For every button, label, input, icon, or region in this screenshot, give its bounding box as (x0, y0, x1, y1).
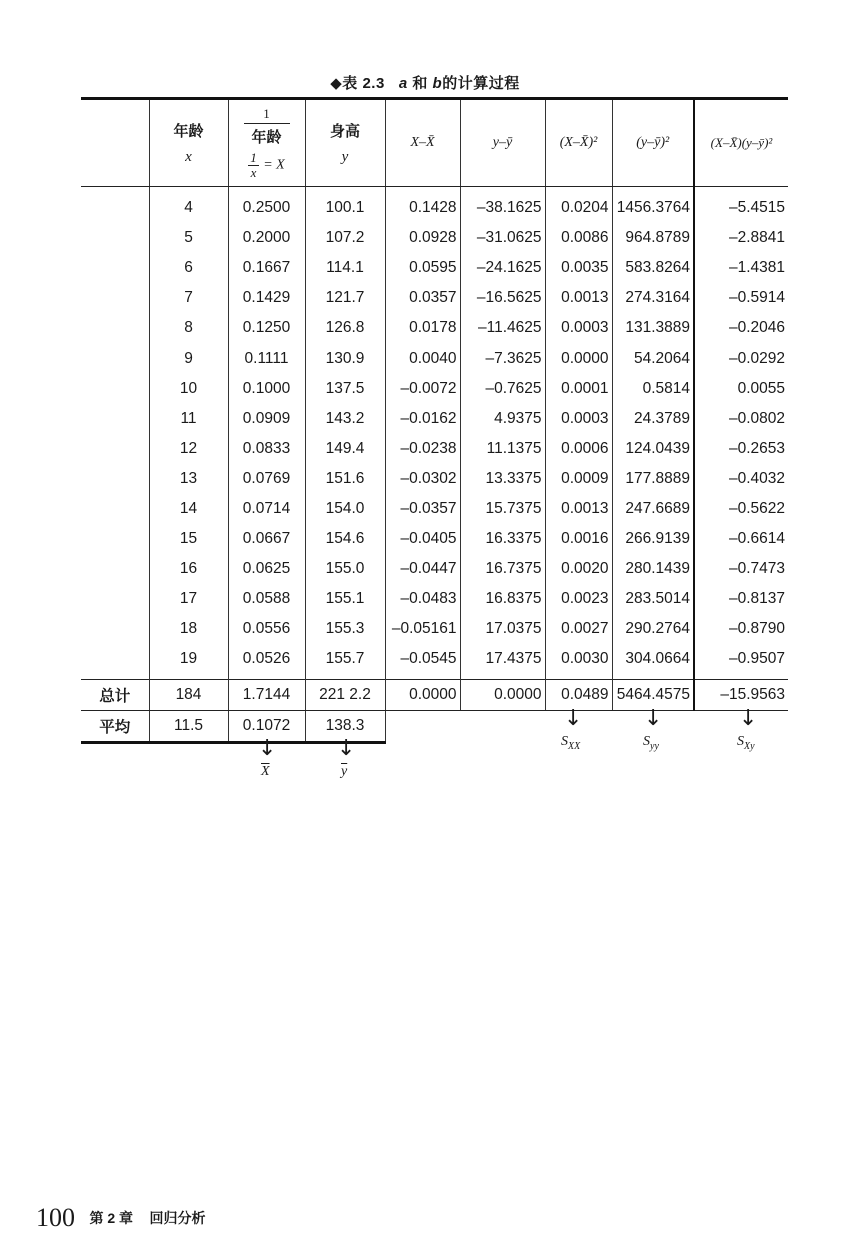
table-cell: 0.2500 (228, 187, 305, 224)
table-cell: 151.6 (305, 464, 385, 494)
header-inverse-age: 1 年龄 $\frac{1}{x}$ = X (228, 99, 305, 187)
table-cell: 137.5 (305, 374, 385, 404)
table-row (81, 644, 788, 679)
table-cell: 0.0035 (545, 253, 612, 283)
table-cell: 13.3375 (460, 464, 545, 494)
table-cell: 0.0928 (385, 223, 460, 253)
table-cell: 16.7375 (460, 554, 545, 584)
table-cell: 130.9 (305, 343, 385, 373)
average-blank (385, 706, 788, 742)
row-blank (81, 253, 149, 283)
table-cell: 154.0 (305, 494, 385, 524)
table-cell: –0.0292 (694, 343, 788, 373)
header-dev-y: y–ȳ (460, 99, 545, 187)
syy-arrow: ↓ (644, 706, 663, 731)
table-cell: 0.0040 (385, 343, 460, 373)
total-cell: –15.9563 (694, 679, 788, 710)
table-cell: 0.0055 (694, 374, 788, 404)
total-cell: 0.0000 (460, 679, 545, 710)
table-cell: 155.7 (305, 644, 385, 679)
total-cell: 221 2.2 (305, 679, 385, 710)
row-blank (81, 524, 149, 554)
header-blank (81, 99, 149, 187)
table-cell: 304.0664 (612, 644, 694, 679)
table-row (81, 313, 788, 343)
table-row (81, 187, 788, 224)
x-bar-symbol: $\overline{X}$ (261, 764, 270, 779)
table-cell: –11.4625 (460, 313, 545, 343)
table-cell: 18 (149, 614, 228, 644)
table-cell: –0.0238 (385, 434, 460, 464)
table-cell: 177.8889 (612, 464, 694, 494)
table-row (81, 614, 788, 644)
row-blank (81, 283, 149, 313)
table-cell: 0.0020 (545, 554, 612, 584)
table-cell: 11.1375 (460, 434, 545, 464)
table-cell: 0.0357 (385, 283, 460, 313)
table-cell: 0.0178 (385, 313, 460, 343)
table-cell: 8 (149, 313, 228, 343)
sxy-arrow: ↓ (739, 706, 758, 731)
table-cell: –0.7625 (460, 374, 545, 404)
row-blank (81, 494, 149, 524)
row-blank (81, 614, 149, 644)
table-row (81, 374, 788, 404)
table-cell: 4 (149, 187, 228, 224)
table-cell: 283.5014 (612, 584, 694, 614)
average-cell: 11.5 (149, 710, 228, 742)
y-bar-arrow: ↓ (337, 736, 356, 761)
table-cell: 15.7375 (460, 494, 545, 524)
average-cell: 0.1072 (228, 710, 305, 742)
table-cell: –31.0625 (460, 223, 545, 253)
table-cell: 0.0909 (228, 404, 305, 434)
table-cell: –0.0545 (385, 644, 460, 679)
sxx-symbol: $S_{XX}$ (561, 734, 581, 752)
table-cell: 0.1250 (228, 313, 305, 343)
table-cell: 0.1667 (228, 253, 305, 283)
total-row (81, 679, 788, 710)
table-cell: –7.3625 (460, 343, 545, 373)
table-cell: 0.0625 (228, 554, 305, 584)
caption-var-b: b (432, 75, 443, 92)
table-cell: –0.0405 (385, 524, 460, 554)
table-cell: –0.9507 (694, 644, 788, 679)
header-product: (X–X̄)(y–ȳ)² (694, 99, 788, 187)
table-cell: 964.8789 (612, 223, 694, 253)
row-blank (81, 644, 149, 679)
row-blank (81, 464, 149, 494)
table-cell: 100.1 (305, 187, 385, 224)
table-cell: 0.0833 (228, 434, 305, 464)
table-row (81, 404, 788, 434)
table-cell: –0.5914 (694, 283, 788, 313)
table-cell: 126.8 (305, 313, 385, 343)
table-cell: –0.7473 (694, 554, 788, 584)
chapter-title: 回归分析 (149, 1210, 206, 1226)
table-cell: 583.8264 (612, 253, 694, 283)
table-cell: 19 (149, 644, 228, 679)
table-cell: 13 (149, 464, 228, 494)
table-cell: 0.0588 (228, 584, 305, 614)
table-cell: 0.0526 (228, 644, 305, 679)
table-cell: –5.4515 (694, 187, 788, 224)
table-cell: –0.0802 (694, 404, 788, 434)
sxy-symbol: $S_{Xy}$ (737, 734, 755, 752)
average-cell: 138.3 (305, 710, 385, 742)
table-cell: –0.0447 (385, 554, 460, 584)
table-cell: 0.1429 (228, 283, 305, 313)
caption-middle: 和 (412, 75, 428, 92)
table-cell: 0.0556 (228, 614, 305, 644)
table-row (81, 253, 788, 283)
table-cell: 131.3889 (612, 313, 694, 343)
chapter-number: 第 2 章 (89, 1210, 134, 1226)
table-cell: –0.0302 (385, 464, 460, 494)
table-cell: 0.0003 (545, 313, 612, 343)
caption-var-a: a (398, 75, 408, 92)
header-age: 年龄 x (149, 99, 228, 187)
header-height: 身高 y (305, 99, 385, 187)
table-cell: 274.3164 (612, 283, 694, 313)
table-cell: 0.2000 (228, 223, 305, 253)
table-cell: –16.5625 (460, 283, 545, 313)
table-cell: –38.1625 (460, 187, 545, 224)
table-cell: 0.1000 (228, 374, 305, 404)
table-cell: –0.6614 (694, 524, 788, 554)
table-cell: 0.0006 (545, 434, 612, 464)
table-cell: 0.0086 (545, 223, 612, 253)
table-cell: 114.1 (305, 253, 385, 283)
table-row (81, 464, 788, 494)
table-cell: 155.0 (305, 554, 385, 584)
syy-symbol: $S_{yy}$ (643, 734, 659, 752)
table-cell: 7 (149, 283, 228, 313)
table-cell: –0.0483 (385, 584, 460, 614)
table-cell: 143.2 (305, 404, 385, 434)
row-blank (81, 343, 149, 373)
table-cell: 6 (149, 253, 228, 283)
table-cell: 10 (149, 374, 228, 404)
table-row (81, 584, 788, 614)
table-row (81, 343, 788, 373)
table-cell: –0.2653 (694, 434, 788, 464)
table-cell: 0.0027 (545, 614, 612, 644)
header-sq-y: (y–ȳ)² (612, 99, 694, 187)
table-cell: 266.9139 (612, 524, 694, 554)
table-cell: 124.0439 (612, 434, 694, 464)
table-cell: 0.0595 (385, 253, 460, 283)
table-row (81, 494, 788, 524)
table-cell: 149.4 (305, 434, 385, 464)
table-cell: 280.1439 (612, 554, 694, 584)
header-dev-x: X–X̄ (385, 99, 460, 187)
caption-suffix: 的计算过程 (442, 75, 520, 92)
table-cell: 0.0667 (228, 524, 305, 554)
table-cell: 0.0023 (545, 584, 612, 614)
table-cell: 14 (149, 494, 228, 524)
y-bar-symbol: $\overline{y}$ (341, 764, 348, 779)
page-number: 100 (36, 1203, 75, 1232)
table-cell: 17.0375 (460, 614, 545, 644)
row-blank (81, 313, 149, 343)
table-cell: 0.0016 (545, 524, 612, 554)
table-cell: 17 (149, 584, 228, 614)
total-cell: 5464.4575 (612, 679, 694, 710)
table-row (81, 283, 788, 313)
row-blank (81, 223, 149, 253)
table-cell: –0.0072 (385, 374, 460, 404)
row-blank (81, 434, 149, 464)
table-cell: 15 (149, 524, 228, 554)
table-cell: 0.0000 (545, 343, 612, 373)
table-cell: 12 (149, 434, 228, 464)
table-row (81, 554, 788, 584)
table-row (81, 223, 788, 253)
table-cell: 24.3789 (612, 404, 694, 434)
total-label: 总计 (81, 679, 149, 710)
table-cell: 9 (149, 343, 228, 373)
total-cell: 0.0000 (385, 679, 460, 710)
row-blank (81, 187, 149, 224)
table-cell: –0.05161 (385, 614, 460, 644)
average-label: 平均 (81, 710, 149, 742)
table-cell: –0.8790 (694, 614, 788, 644)
table-row (81, 524, 788, 554)
table-cell: –0.0357 (385, 494, 460, 524)
total-cell: 184 (149, 679, 228, 710)
sxx-arrow: ↓ (564, 706, 583, 731)
table-cell: 0.0003 (545, 404, 612, 434)
table-cell: 4.9375 (460, 404, 545, 434)
table-cell: 0.0769 (228, 464, 305, 494)
table-cell: –2.8841 (694, 223, 788, 253)
row-blank (81, 584, 149, 614)
total-cell: 1.7144 (228, 679, 305, 710)
table-cell: 0.0013 (545, 494, 612, 524)
table-cell: –24.1625 (460, 253, 545, 283)
table-cell: 155.1 (305, 584, 385, 614)
table-cell: 16.3375 (460, 524, 545, 554)
row-blank (81, 374, 149, 404)
table-cell: 16.8375 (460, 584, 545, 614)
row-blank (81, 404, 149, 434)
table-cell: 16 (149, 554, 228, 584)
table-cell: 0.0714 (228, 494, 305, 524)
row-blank (81, 554, 149, 584)
table-cell: –0.5622 (694, 494, 788, 524)
table-cell: 17.4375 (460, 644, 545, 679)
calculation-table (81, 97, 788, 744)
table-cell: –0.8137 (694, 584, 788, 614)
header-sq-x: (X–X̄)² (545, 99, 612, 187)
table-cell: 0.5814 (612, 374, 694, 404)
page-footer (36, 1203, 205, 1233)
table-cell: –0.0162 (385, 404, 460, 434)
table-cell: 290.2764 (612, 614, 694, 644)
table-cell: –0.4032 (694, 464, 788, 494)
table-cell: 5 (149, 223, 228, 253)
table-cell: –0.2046 (694, 313, 788, 343)
table-cell: 155.3 (305, 614, 385, 644)
table-cell: 0.0001 (545, 374, 612, 404)
average-row (81, 710, 788, 742)
table-cell: 0.0030 (545, 644, 612, 679)
table-cell: 0.0204 (545, 187, 612, 224)
table-cell: 54.2064 (612, 343, 694, 373)
table-cell: 121.7 (305, 283, 385, 313)
table-cell: 154.6 (305, 524, 385, 554)
table-cell: 247.6689 (612, 494, 694, 524)
x-bar-arrow: ↓ (258, 736, 277, 761)
caption-prefix: ◆表 2.3 (330, 75, 385, 92)
table-cell: –1.4381 (694, 253, 788, 283)
table-cell: 1456.3764 (612, 187, 694, 224)
table-row (81, 434, 788, 464)
header-row (81, 99, 788, 187)
table-cell: 0.0009 (545, 464, 612, 494)
table-cell: 11 (149, 404, 228, 434)
table-cell: 0.0013 (545, 283, 612, 313)
total-cell: 0.0489 (545, 679, 612, 710)
table-caption (0, 72, 850, 93)
table-cell: 107.2 (305, 223, 385, 253)
table-cell: 0.1111 (228, 343, 305, 373)
table-cell: 0.1428 (385, 187, 460, 224)
